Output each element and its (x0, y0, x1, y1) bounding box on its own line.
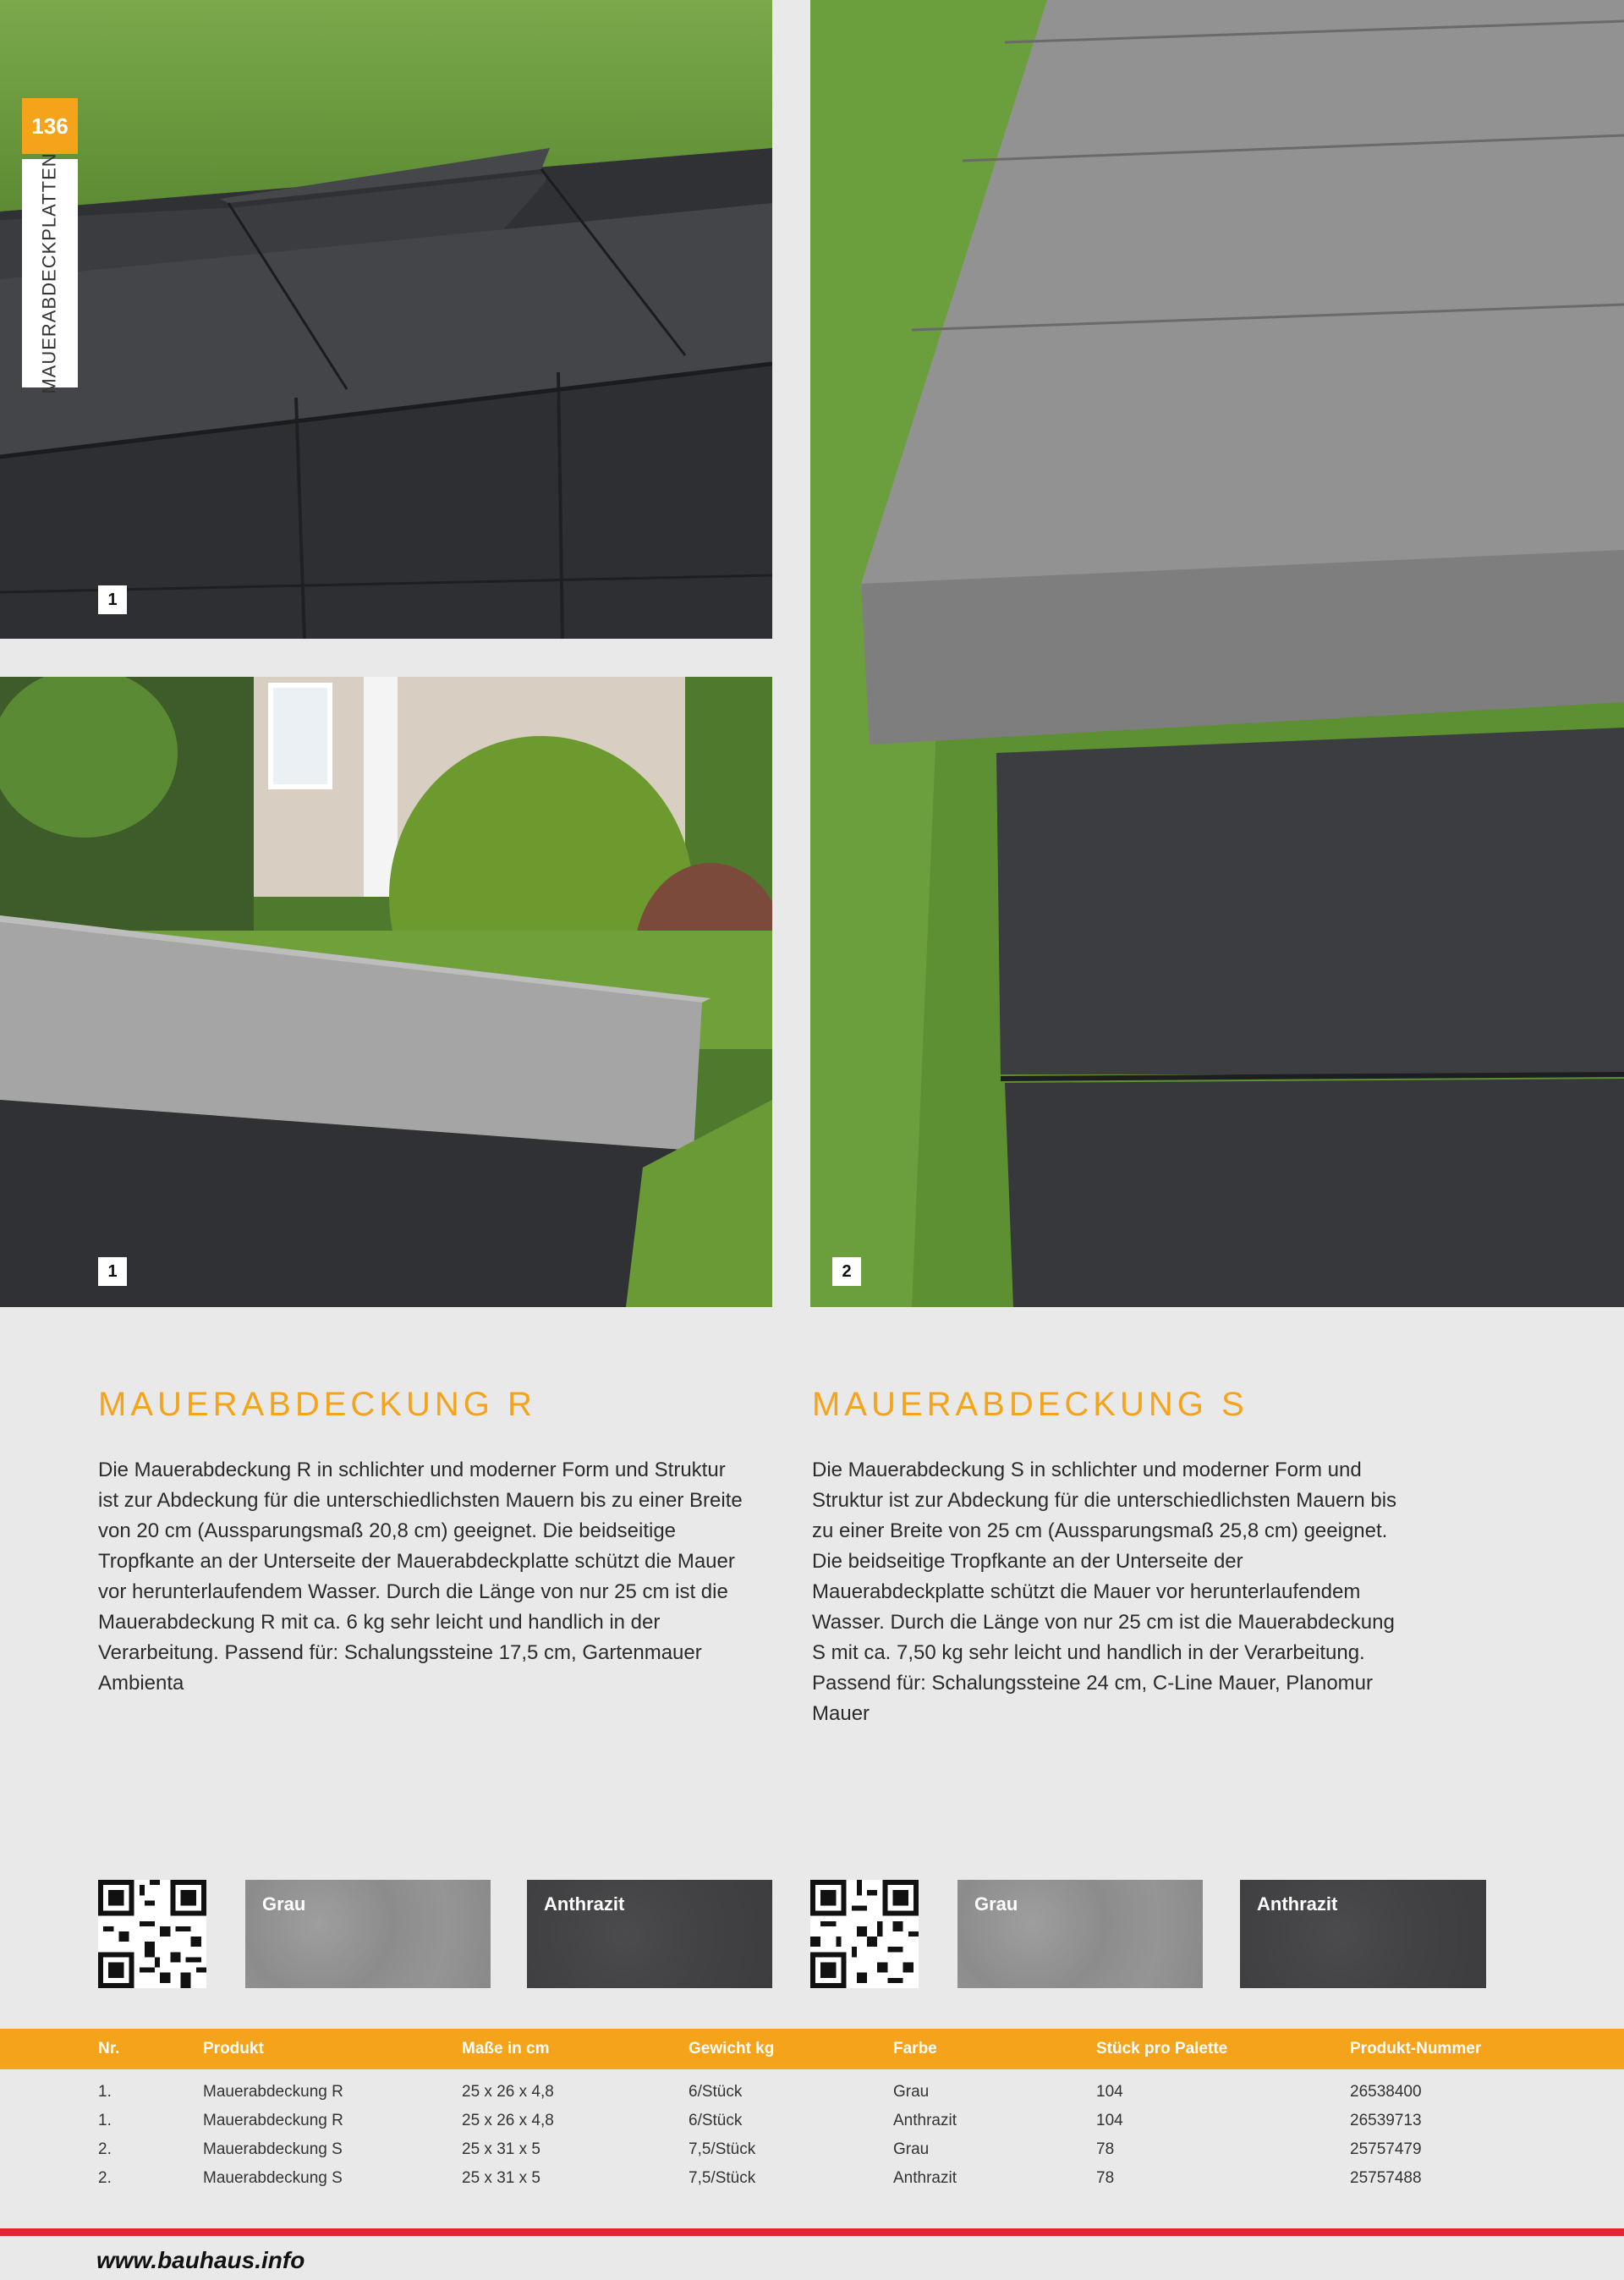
table-cell: 25 x 26 x 4,8 (462, 2112, 554, 2129)
table-cell: 6/Stück (689, 2112, 743, 2129)
photo-number: 1 (98, 585, 127, 614)
table-cell: Mauerabdeckung S (203, 2140, 343, 2158)
table-cell: 26539713 (1350, 2112, 1422, 2129)
table-row (0, 2069, 1624, 2107)
table-cell: 7,5/Stück (689, 2140, 756, 2158)
product-title-s: MAUERABDECKUNG S (812, 1386, 1248, 1423)
table-cell: 7,5/Stück (689, 2169, 756, 2187)
photo-wall-cap-r-dark (0, 0, 772, 639)
footer-website-link[interactable]: www.bauhaus.info (96, 2247, 305, 2273)
section-label: MAUERABDECKPLATTEN (22, 159, 78, 387)
qr-code-icon[interactable] (98, 1880, 206, 1988)
table-cell: 25 x 31 x 5 (462, 2169, 540, 2187)
table-cell: Mauerabdeckung R (203, 2112, 343, 2129)
page-number-badge: 136 (22, 98, 78, 154)
color-swatch-anthrazit-r: Anthrazit (527, 1880, 772, 1988)
table-cell: 25757488 (1350, 2169, 1422, 2187)
table-row (0, 2107, 1624, 2135)
table-cell: 25 x 26 x 4,8 (462, 2083, 554, 2101)
column-header: Produkt (203, 2040, 264, 2057)
table-cell: Anthrazit (893, 2169, 957, 2187)
column-header: Gewicht kg (689, 2040, 775, 2057)
table-cell: Mauerabdeckung S (203, 2169, 343, 2187)
table-cell: 2. (98, 2169, 112, 2187)
color-swatch-grau-s: Grau (957, 1880, 1203, 1988)
table-cell: Grau (893, 2140, 930, 2158)
product-table (0, 2029, 1624, 2193)
table-cell: 1. (98, 2083, 112, 2101)
column-header: Nr. (98, 2040, 120, 2057)
table-cell: 26538400 (1350, 2083, 1422, 2101)
table-cell: Grau (893, 2083, 930, 2101)
photo-wall-cap-s-closeup (810, 0, 1624, 1307)
column-header: Produkt-Nummer (1350, 2040, 1482, 2057)
product-description-s: Die Mauerabdeckung S in schlichter und moderner Form und Struktur ist zur Abdeckung für die unterschiedlichsten Mauern bis zu einer Breite von 25 cm (Aussparungsmaß 25,8 cm) geeignet. Die beidseitige Tropfkante an der Unterseite der Mauerabdeckplatte schützt die Mauer vor herunterlaufendem Wasser. Durch die Länge von nur 25 cm ist die Mauerabdeckung S mit ca. 7,50 kg sehr leicht und handlich in der Verarbeitung. Passend für: Schalungssteine 24 cm, C-Line Mauer, Planomur Mauer (812, 1459, 1397, 1725)
table-row (0, 2135, 1624, 2164)
qr-code-icon[interactable] (810, 1880, 919, 1988)
table-cell: Anthrazit (893, 2112, 957, 2129)
table-cell: 1. (98, 2112, 112, 2129)
table-cell: 78 (1096, 2140, 1115, 2158)
table-cell: Mauerabdeckung R (203, 2083, 343, 2101)
table-row (0, 2164, 1624, 2193)
column-header: Farbe (893, 2040, 937, 2057)
footer-divider (0, 2228, 1624, 2236)
product-description-r: Die Mauerabdeckung R in schlichter und moderner Form und Struktur ist zur Abdeckung für die unterschiedlichsten Mauern bis zu einer Breite von 20 cm (Aussparungsmaß 20,8 cm) geeignet. Die beidseitige Tropfkante an der Unterseite der Mauerabdeckplatte schützt die Mauer vor herunterlaufendem Wasser. Durch die Länge von nur 25 cm ist die Mauerabdeckung R mit ca. 6 kg sehr leicht und handlich in der Verarbeitung. Passend für: Schalungssteine 17,5 cm, Gartenmauer Ambienta (98, 1459, 743, 1695)
photo-number: 1 (98, 1257, 127, 1286)
table-cell: 104 (1096, 2083, 1123, 2101)
table-cell: 104 (1096, 2112, 1123, 2129)
color-swatch-anthrazit-s: Anthrazit (1240, 1880, 1486, 1988)
column-header: Stück pro Palette (1096, 2040, 1228, 2057)
column-header: Maße in cm (462, 2040, 550, 2057)
table-cell: 78 (1096, 2169, 1115, 2187)
table-cell: 6/Stück (689, 2083, 743, 2101)
photo-wall-cap-r-grey-garden (0, 677, 772, 1307)
table-cell: 25757479 (1350, 2140, 1422, 2158)
photo-number: 2 (832, 1257, 861, 1286)
table-cell: 25 x 31 x 5 (462, 2140, 540, 2158)
table-header-row (0, 2029, 1624, 2069)
color-swatch-grau-r: Grau (245, 1880, 491, 1988)
table-cell: 2. (98, 2140, 112, 2158)
product-title-r: MAUERABDECKUNG R (98, 1386, 536, 1423)
